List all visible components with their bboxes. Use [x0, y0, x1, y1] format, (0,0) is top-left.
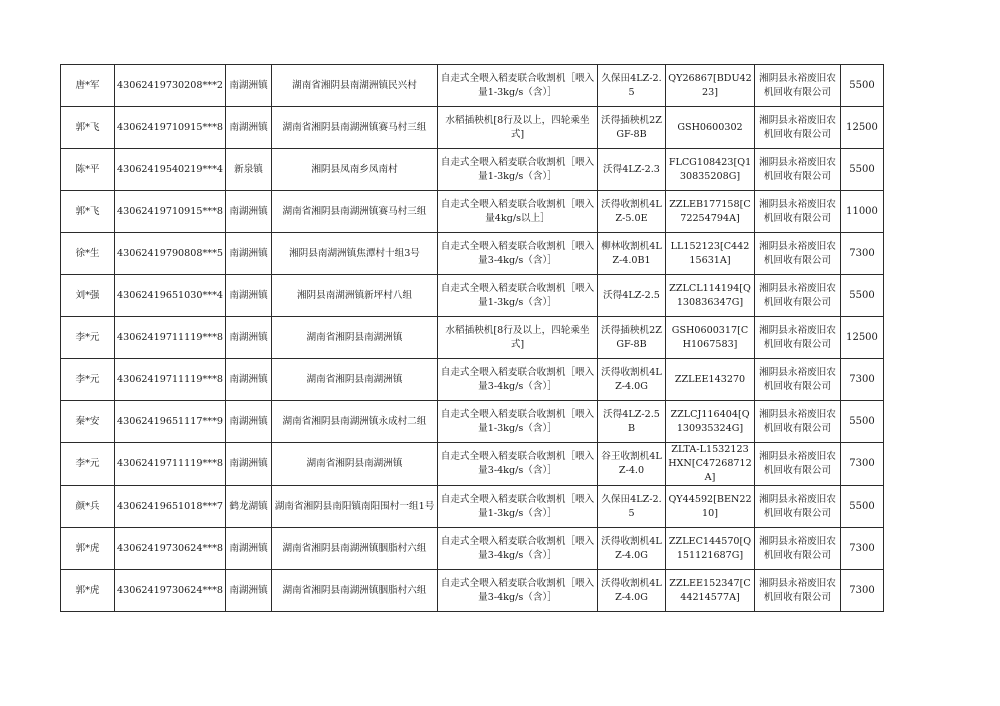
serial-number-cell: ZLTA-L1532123HXN[C47268712A]	[666, 443, 755, 486]
serial-number-cell: ZZLEE143270	[666, 359, 755, 401]
town-cell: 南湖洲镇	[226, 443, 272, 486]
model-cell: 沃得4LZ-2.3	[598, 149, 666, 191]
table-row	[61, 107, 884, 149]
recycler-cell: 湘阴县永裕废旧农机回收有限公司	[755, 401, 841, 443]
model-cell: 沃得收割机4LZ-4.0G	[598, 528, 666, 570]
model-cell: 谷王收割机4LZ-4.0	[598, 443, 666, 486]
machine-item-cell: 自走式全喂入稻麦联合收割机［喂入量3-4kg/s（含）］	[438, 570, 598, 612]
address-cell: 湖南省湘阴县南湖洲镇	[272, 443, 438, 486]
machine-item-cell: 自走式全喂入稻麦联合收割机［喂入量1-3kg/s（含）］	[438, 401, 598, 443]
owner-name-cell: 郭*飞	[61, 191, 115, 233]
serial-number-cell: ZZLEB177158[C72254794A]	[666, 191, 755, 233]
table-row	[61, 65, 884, 107]
id-number-cell: 43062419711119***8	[115, 443, 226, 486]
model-cell: 柳林收割机4LZ-4.0B1	[598, 233, 666, 275]
recycler-cell: 湘阴县永裕废旧农机回收有限公司	[755, 65, 841, 107]
address-cell: 湘阴县凤南乡凤南村	[272, 149, 438, 191]
address-cell: 湖南省湘阴县南湖洲镇民兴村	[272, 65, 438, 107]
machine-item-cell: 水稻插秧机[8行及以上，四轮乘坐式]	[438, 317, 598, 359]
address-cell: 湖南省湘阴县南湖洲镇永成村二组	[272, 401, 438, 443]
id-number-cell: 43062419540219***4	[115, 149, 226, 191]
subsidy-amount-cell: 5500	[841, 149, 884, 191]
machine-item-cell: 自走式全喂入稻麦联合收割机［喂入量1-3kg/s（含）］	[438, 65, 598, 107]
address-cell: 湖南省湘阴县南阳镇南阳围村一组1号	[272, 486, 438, 528]
town-cell: 鹤龙湖镇	[226, 486, 272, 528]
subsidy-amount-cell: 7300	[841, 443, 884, 486]
subsidy-amount-cell: 12500	[841, 317, 884, 359]
owner-name-cell: 郭*虎	[61, 528, 115, 570]
id-number-cell: 43062419651030***4	[115, 275, 226, 317]
subsidy-amount-cell: 7300	[841, 233, 884, 275]
town-cell: 南湖洲镇	[226, 317, 272, 359]
id-number-cell: 43062419730624***8	[115, 570, 226, 612]
town-cell: 南湖洲镇	[226, 275, 272, 317]
subsidy-amount-cell: 5500	[841, 275, 884, 317]
address-cell: 湘阴县南湖洲镇新坪村八组	[272, 275, 438, 317]
id-number-cell: 43062419710915***8	[115, 191, 226, 233]
town-cell: 南湖洲镇	[226, 233, 272, 275]
serial-number-cell: LL152123[C44215631A]	[666, 233, 755, 275]
machine-item-cell: 自走式全喂入稻麦联合收割机［喂入量1-3kg/s（含）］	[438, 149, 598, 191]
id-number-cell: 43062419651018***7	[115, 486, 226, 528]
owner-name-cell: 李*元	[61, 317, 115, 359]
serial-number-cell: QY44592[BEN2210]	[666, 486, 755, 528]
owner-name-cell: 李*元	[61, 443, 115, 486]
subsidy-amount-cell: 5500	[841, 65, 884, 107]
model-cell: 沃得收割机4LZ-4.0G	[598, 570, 666, 612]
machine-item-cell: 自走式全喂入稻麦联合收割机［喂入量4kg/s以上］	[438, 191, 598, 233]
model-cell: 沃得插秧机2ZGF-8B	[598, 107, 666, 149]
model-cell: 久保田4LZ-2.5	[598, 65, 666, 107]
model-cell: 久保田4LZ-2.5	[598, 486, 666, 528]
table-row	[61, 233, 884, 275]
recycler-cell: 湘阴县永裕废旧农机回收有限公司	[755, 191, 841, 233]
table-row	[61, 570, 884, 612]
table-row	[61, 191, 884, 233]
serial-number-cell: GSH0600317[CH1067583]	[666, 317, 755, 359]
town-cell: 南湖洲镇	[226, 401, 272, 443]
id-number-cell: 43062419730624***8	[115, 528, 226, 570]
machine-item-cell: 自走式全喂入稻麦联合收割机［喂入量3-4kg/s（含）］	[438, 528, 598, 570]
town-cell: 南湖洲镇	[226, 107, 272, 149]
serial-number-cell: ZZLEE152347[C44214577A]	[666, 570, 755, 612]
subsidy-amount-cell: 7300	[841, 528, 884, 570]
table-row	[61, 528, 884, 570]
recycler-cell: 湘阴县永裕废旧农机回收有限公司	[755, 486, 841, 528]
address-cell: 湖南省湘阴县南湖洲镇	[272, 359, 438, 401]
address-cell: 湘阴县南湖洲镇焦潭村十组3号	[272, 233, 438, 275]
table-row	[61, 401, 884, 443]
recycler-cell: 湘阴县永裕废旧农机回收有限公司	[755, 107, 841, 149]
serial-number-cell: GSH0600302	[666, 107, 755, 149]
owner-name-cell: 陈*平	[61, 149, 115, 191]
model-cell: 沃得收割机4LZ-5.0E	[598, 191, 666, 233]
owner-name-cell: 秦*安	[61, 401, 115, 443]
owner-name-cell: 刘*强	[61, 275, 115, 317]
address-cell: 湖南省湘阴县南湖洲镇赛马村三组	[272, 191, 438, 233]
serial-number-cell: QY26867[BDU4223]	[666, 65, 755, 107]
id-number-cell: 43062419710915***8	[115, 107, 226, 149]
town-cell: 新泉镇	[226, 149, 272, 191]
serial-number-cell: FLCG108423[Q130835208G]	[666, 149, 755, 191]
serial-number-cell: ZZLCJ116404[Q130935324G]	[666, 401, 755, 443]
owner-name-cell: 郭*飞	[61, 107, 115, 149]
owner-name-cell: 唐*军	[61, 65, 115, 107]
serial-number-cell: ZZLCL114194[Q130836347G]	[666, 275, 755, 317]
subsidy-amount-cell: 7300	[841, 570, 884, 612]
subsidy-amount-cell: 5500	[841, 401, 884, 443]
address-cell: 湖南省湘阴县南湖洲镇胭脂村六组	[272, 570, 438, 612]
id-number-cell: 43062419790808***5	[115, 233, 226, 275]
recycler-cell: 湘阴县永裕废旧农机回收有限公司	[755, 317, 841, 359]
machine-item-cell: 自走式全喂入稻麦联合收割机［喂入量3-4kg/s（含）］	[438, 359, 598, 401]
recycler-cell: 湘阴县永裕废旧农机回收有限公司	[755, 275, 841, 317]
recycler-cell: 湘阴县永裕废旧农机回收有限公司	[755, 570, 841, 612]
owner-name-cell: 郭*虎	[61, 570, 115, 612]
machine-item-cell: 自走式全喂入稻麦联合收割机［喂入量3-4kg/s（含）］	[438, 443, 598, 486]
recycler-cell: 湘阴县永裕废旧农机回收有限公司	[755, 233, 841, 275]
table-row	[61, 275, 884, 317]
id-number-cell: 43062419730208***2	[115, 65, 226, 107]
table-body	[61, 65, 884, 612]
machine-item-cell: 自走式全喂入稻麦联合收割机［喂入量3-4kg/s（含）］	[438, 233, 598, 275]
subsidy-table	[60, 64, 884, 612]
id-number-cell: 43062419711119***8	[115, 317, 226, 359]
table-row	[61, 486, 884, 528]
owner-name-cell: 李*元	[61, 359, 115, 401]
recycler-cell: 湘阴县永裕废旧农机回收有限公司	[755, 149, 841, 191]
model-cell: 沃得4LZ-2.5	[598, 275, 666, 317]
machine-item-cell: 水稻插秧机[8行及以上，四轮乘坐式]	[438, 107, 598, 149]
serial-number-cell: ZZLEC144570[Q151121687G]	[666, 528, 755, 570]
town-cell: 南湖洲镇	[226, 570, 272, 612]
subsidy-amount-cell: 5500	[841, 486, 884, 528]
table-row	[61, 443, 884, 486]
machine-item-cell: 自走式全喂入稻麦联合收割机［喂入量1-3kg/s（含）］	[438, 275, 598, 317]
owner-name-cell: 徐*生	[61, 233, 115, 275]
table-row	[61, 359, 884, 401]
address-cell: 湖南省湘阴县南湖洲镇	[272, 317, 438, 359]
machine-item-cell: 自走式全喂入稻麦联合收割机［喂入量1-3kg/s（含）］	[438, 486, 598, 528]
town-cell: 南湖洲镇	[226, 65, 272, 107]
model-cell: 沃得插秧机2ZGF-8B	[598, 317, 666, 359]
owner-name-cell: 颜*兵	[61, 486, 115, 528]
model-cell: 沃得4LZ-2.5B	[598, 401, 666, 443]
table-row	[61, 149, 884, 191]
table-row	[61, 317, 884, 359]
subsidy-amount-cell: 11000	[841, 191, 884, 233]
model-cell: 沃得收割机4LZ-4.0G	[598, 359, 666, 401]
recycler-cell: 湘阴县永裕废旧农机回收有限公司	[755, 528, 841, 570]
recycler-cell: 湘阴县永裕废旧农机回收有限公司	[755, 359, 841, 401]
subsidy-amount-cell: 12500	[841, 107, 884, 149]
id-number-cell: 43062419651117***9	[115, 401, 226, 443]
id-number-cell: 43062419711119***8	[115, 359, 226, 401]
recycler-cell: 湘阴县永裕废旧农机回收有限公司	[755, 443, 841, 486]
address-cell: 湖南省湘阴县南湖洲镇胭脂村六组	[272, 528, 438, 570]
town-cell: 南湖洲镇	[226, 191, 272, 233]
town-cell: 南湖洲镇	[226, 359, 272, 401]
town-cell: 南湖洲镇	[226, 528, 272, 570]
subsidy-amount-cell: 7300	[841, 359, 884, 401]
address-cell: 湖南省湘阴县南湖洲镇赛马村三组	[272, 107, 438, 149]
